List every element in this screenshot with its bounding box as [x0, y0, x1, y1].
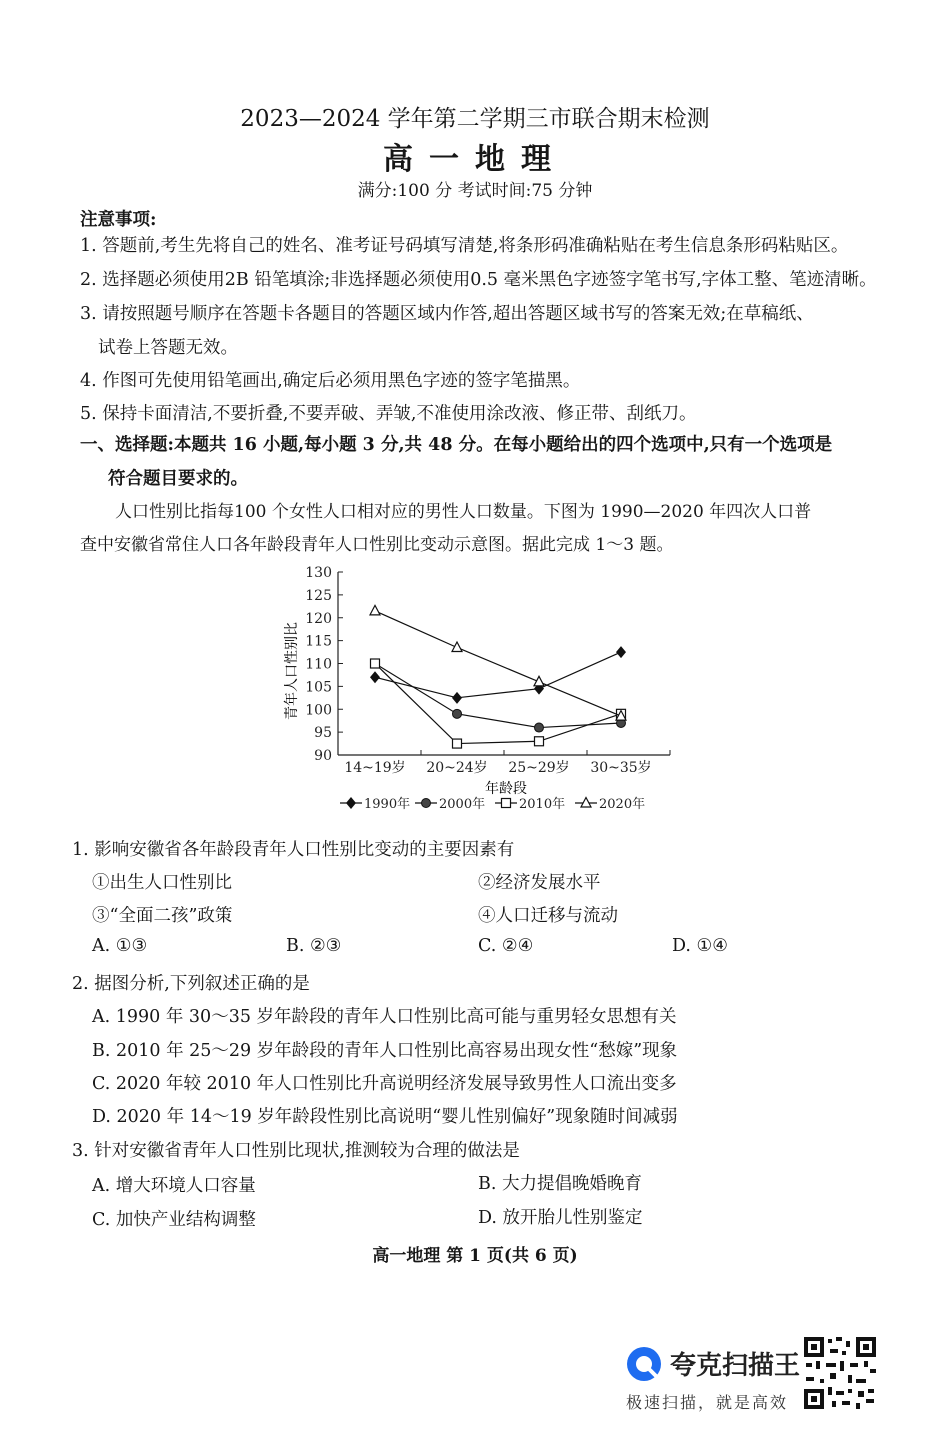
data-point-2010年-2	[535, 737, 544, 746]
y-tick-label: 105	[305, 679, 332, 696]
y-tick-label: 125	[305, 587, 332, 604]
option-c[interactable]: C. 加快产业结构调整	[92, 1210, 256, 1230]
question-stem: 2. 据图分析,下列叙述正确的是	[72, 974, 310, 994]
option-d[interactable]: D. ①④	[672, 936, 728, 956]
notice-heading: 注意事项:	[80, 210, 157, 230]
section-heading: 一、选择题:本题共 16 小题,每小题 3 分,共 48 分。在每小题给出的四个选项中,只有一个选项是	[80, 435, 833, 455]
option-d[interactable]: D. 2020 年 14～19 岁年龄段性别比高说明“婴儿性别偏好”现象随时间减弱	[92, 1107, 678, 1127]
y-tick-label: 90	[314, 748, 332, 764]
data-point-2010年-1	[453, 739, 462, 748]
option-b[interactable]: B. 2010 年 25～29 岁年龄段的青年人口性别比高容易出现女性“愁嫁”现象	[92, 1041, 678, 1061]
legend-label: 2000年	[439, 797, 486, 812]
data-point-2020年-2	[534, 676, 544, 686]
question-item: ②经济发展水平	[478, 873, 601, 893]
y-tick-label: 110	[305, 656, 332, 673]
intro-text: 查中安徽省常住人口各年龄段青年人口性别比变动示意图。据此完成 1～3 题。	[80, 535, 674, 555]
question-item: ④人口迁移与流动	[478, 906, 618, 926]
question-item: ③“全面二孩”政策	[92, 906, 233, 926]
y-tick-label: 115	[305, 633, 332, 650]
brand-slogan: 极速扫描，就是高效	[626, 1393, 789, 1412]
y-tick-label: 95	[314, 725, 332, 742]
intro-text: 人口性别比指每100 个女性人口相对应的男性人口数量。下图为 1990—2020 年四次人口普	[115, 502, 812, 522]
notice-item: 2. 选择题必须使用2B 铅笔填涂;非选择题必须使用0.5 毫米黑色字迹签字笔书写,字体工整、笔迹清晰。	[80, 270, 877, 290]
notice-item: 3. 请按照题号顺序在答题卡各题目的答题区域内作答,超出答题区域书写的答案无效;在草稿纸、	[80, 304, 814, 324]
data-point-2010年-0	[371, 659, 380, 668]
legend-marker	[502, 799, 511, 808]
y-tick-label: 120	[305, 610, 332, 627]
legend	[340, 796, 645, 812]
x-tick-label: 14~19岁	[344, 760, 406, 776]
sex-ratio-chart	[270, 560, 690, 825]
option-d[interactable]: D. 放开胎儿性别鉴定	[478, 1208, 643, 1228]
brand-name: 夸克扫描王	[670, 1351, 801, 1381]
data-point-1990年-1	[452, 692, 462, 704]
data-point-2000年-2	[535, 723, 544, 732]
subject-title: 高一地理	[383, 142, 567, 177]
x-tick-label: 25~29岁	[508, 760, 570, 776]
option-a[interactable]: A. 1990 年 30～35 岁年龄段的青年人口性别比高可能与重男轻女思想有关	[92, 1007, 677, 1027]
legend-label: 2010年	[519, 797, 566, 812]
option-b[interactable]: B. ②③	[286, 936, 342, 956]
legend-marker	[422, 799, 431, 808]
legend-label: 2020年	[599, 797, 646, 812]
y-tick-label: 100	[305, 702, 332, 719]
legend-label: 1990年	[364, 797, 411, 812]
question-item: ①出生人口性别比	[92, 873, 232, 893]
x-tick-label: 20~24岁	[426, 760, 488, 776]
page-footer: 高一地理 第 1 页(共 6 页)	[372, 1246, 578, 1266]
legend-marker	[346, 797, 356, 809]
data-point-1990年-3	[616, 646, 626, 658]
y-axis-label: 青年人口性别比	[284, 622, 300, 720]
notice-item: 试卷上答题无效。	[98, 338, 238, 358]
qr-code-icon	[802, 1335, 878, 1411]
quark-logo-icon	[624, 1344, 664, 1384]
question-stem: 1. 影响安徽省各年龄段青年人口性别比变动的主要因素有	[72, 840, 515, 860]
option-c[interactable]: C. ②④	[478, 936, 534, 956]
exam-meta: 满分:100 分 考试时间:75 分钟	[357, 181, 593, 201]
notice-item: 1. 答题前,考生先将自己的姓名、准考证号码填写清楚,将条形码准确粘贴在考生信息条形码粘贴区。	[80, 236, 849, 256]
question-stem: 3. 针对安徽省青年人口性别比现状,推测较为合理的做法是	[72, 1141, 520, 1161]
legend-marker	[581, 798, 591, 808]
data-point-2000年-1	[453, 709, 462, 718]
x-tick-label: 30~35岁	[590, 760, 652, 776]
option-a[interactable]: A. ①③	[92, 936, 148, 956]
notice-item: 4. 作图可先使用铅笔画出,确定后必须用黑色字迹的签字笔描黑。	[80, 371, 581, 391]
exam-title: 2023—2024 学年第二学期三市联合期末检测	[240, 106, 710, 132]
option-b[interactable]: B. 大力提倡晚婚晚育	[478, 1174, 642, 1194]
series-line-2000年	[375, 664, 621, 728]
series-line-1990年	[375, 652, 621, 698]
series-line-2010年	[375, 664, 621, 744]
data-point-2020年-0	[370, 605, 380, 615]
notice-item: 5. 保持卡面清洁,不要折叠,不要弄破、弄皱,不准使用涂改液、修正带、刮纸刀。	[80, 404, 697, 424]
data-point-1990年-0	[370, 671, 380, 683]
option-c[interactable]: C. 2020 年较 2010 年人口性别比升高说明经济发展导致男性人口流出变多	[92, 1074, 677, 1094]
x-axis-label: 年龄段	[485, 781, 527, 797]
y-tick-label: 130	[305, 565, 332, 581]
option-a[interactable]: A. 增大环境人口容量	[92, 1176, 256, 1196]
section-heading-cont: 符合题目要求的。	[108, 469, 248, 489]
data-point-2020年-1	[452, 642, 462, 652]
